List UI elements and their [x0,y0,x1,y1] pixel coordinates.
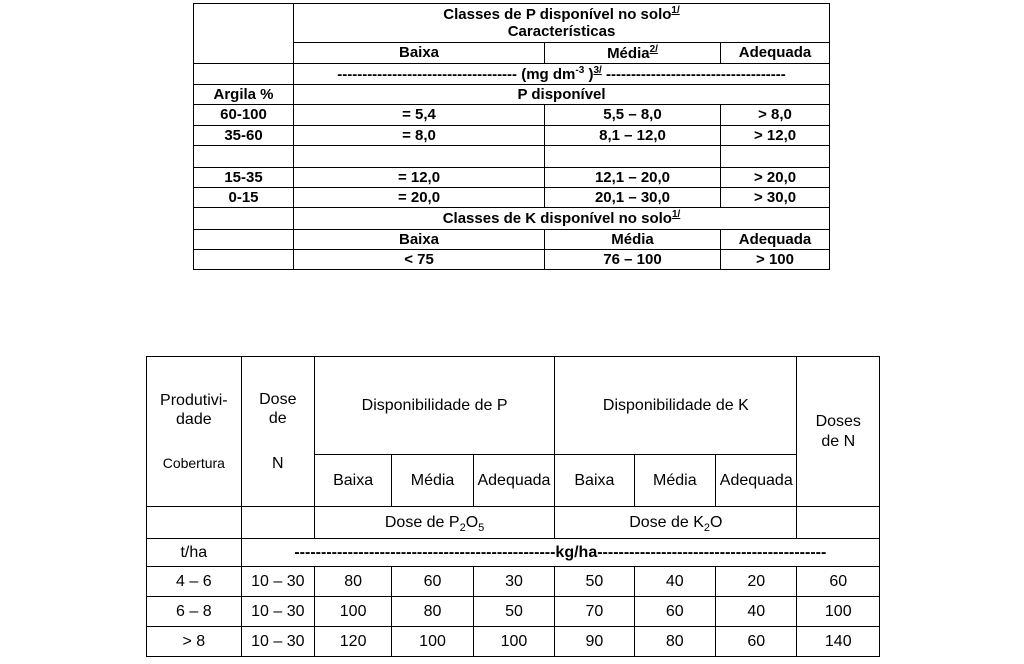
row-p-baixa: 100 [314,597,391,627]
row-dose-n: 10 – 30 [241,627,314,657]
p-adequada-header: Adequada [473,455,554,507]
row-adequada-value: > 30,0 [721,188,830,208]
p-col-media-label: Média [607,44,650,62]
dose-units-blank-3 [797,507,880,539]
p-disponivel-header: P disponível [294,85,830,105]
dose-p2o5-pre: Dose de P [384,513,460,531]
row-produtividade: 4 – 6 [147,567,242,597]
units-cell [294,63,830,84]
argila-header: Argila % [194,85,294,105]
row-k-adequada: 60 [716,627,797,657]
row-p-baixa: 80 [314,567,391,597]
row-argila-value: 15-35 [194,167,294,187]
p-baixa-header: Baixa [314,455,391,507]
doses-n-line1: Doses [815,413,861,431]
disponibilidade-k-header: Disponibilidade de K [555,357,797,455]
row-argila-value: 35-60 [194,125,294,145]
row-adequada-value [721,145,830,167]
p-col-baixa-header: Baixa [294,42,545,63]
cobertura-label: Cobertura [162,455,225,472]
row-media-value: 20,1 – 30,0 [545,188,721,208]
p-col-adequada-header: Adequada [721,42,830,63]
table-row [147,507,880,539]
units-paren: ) [584,65,594,83]
row-k-baixa: 90 [555,627,634,657]
row-p-baixa: 120 [314,627,391,657]
table-row [194,63,830,84]
table-row [194,229,830,249]
row-doses-n: 60 [797,567,880,597]
row-argila-value: 0-15 [194,188,294,208]
table-row [194,167,830,187]
k-values-blank-cell [194,249,294,269]
row-p-adequada: 100 [473,627,554,657]
k-baixa-header: Baixa [555,455,634,507]
row-adequada-value: > 8,0 [721,105,830,125]
table-row [147,357,880,455]
produtividade-header [147,357,242,507]
row-argila-value [194,145,294,167]
p-classes-title: Classes de P disponível no solo [443,6,672,23]
row-produtividade: 6 – 8 [147,597,242,627]
dose-units-blank-2 [241,507,314,539]
dose-k2o-sub1: 2 [703,521,711,534]
nutrient-classes-table [193,3,830,270]
row-baixa-value: = 20,0 [294,188,545,208]
k-adequada-header: Adequada [716,455,797,507]
dose-units-blank-1 [147,507,242,539]
units-exponent: -3 [575,64,585,76]
table-row [147,597,880,627]
row-media-value: 8,1 – 12,0 [545,125,721,145]
row-k-media: 40 [634,567,715,597]
dose-p2o5-cell [314,507,554,539]
row-k-media: 80 [634,627,715,657]
row-media-value: 5,5 – 8,0 [545,105,721,125]
doses-n-line2: de N [821,432,856,450]
k-col-baixa-header: Baixa [294,229,545,249]
dose-p2o5-sub1: 2 [459,521,466,534]
table-row [194,249,830,269]
p-col-media-header [545,42,721,63]
k-classes-title-superscript: 1/ [671,209,681,221]
row-p-media: 80 [392,597,473,627]
table-row [194,125,830,145]
row-baixa-value: = 12,0 [294,167,545,187]
table-row [194,208,830,229]
units-blank-cell [194,63,294,84]
k-col-adequada-header: Adequada [721,229,830,249]
dose-line2: de [268,409,287,427]
p-classes-title-superscript: 1/ [671,5,680,16]
row-doses-n: 140 [797,627,880,657]
row-k-adequada: 20 [716,567,797,597]
p-media-header: Média [392,455,473,507]
row-dose-n: 10 – 30 [241,567,314,597]
kgha-units-row: -------------------------------------------------kg/ha------------------------------------------- [241,539,879,567]
table-row [194,85,830,105]
p-col-media-superscript: 2/ [649,43,658,55]
row-baixa-value: = 8,0 [294,125,545,145]
row-media-value: 12,1 – 20,0 [545,167,721,187]
row-baixa-value [294,145,545,167]
table-row-empty [194,145,830,167]
table-row [194,105,830,125]
row-k-media: 60 [634,597,715,627]
dose-line3: N [272,455,284,473]
units-superscript: 3/ [593,64,602,76]
k-adequada-value: > 100 [721,249,830,269]
dose-p2o5-sub2: 5 [478,521,485,534]
row-k-adequada: 40 [716,597,797,627]
row-argila-value: 60-100 [194,105,294,125]
table-row [147,627,880,657]
p-classes-title-cell [294,4,830,43]
row-dose-n: 10 – 30 [241,597,314,627]
k-classes-title: Classes de K disponível no solo [442,210,672,228]
row-p-adequada: 50 [473,597,554,627]
table-row [194,4,830,43]
doses-de-n-header [797,357,880,507]
k-media-header: Média [634,455,715,507]
dose-p2o5-mid: O [465,513,479,531]
corner-blank-cell [194,4,294,64]
nutrient-classes-table-container [193,3,829,270]
row-k-baixa: 70 [555,597,634,627]
k-title-blank-cell [194,208,294,229]
row-p-adequada: 30 [473,567,554,597]
row-p-media: 60 [392,567,473,597]
fertilizer-doses-table-container [146,356,880,657]
units-dashes-right: ------------------------------------ [601,65,786,83]
k-baixa-value: < 75 [294,249,545,269]
row-adequada-value: > 12,0 [721,125,830,145]
k-classes-title-cell [294,208,830,229]
row-baixa-value: = 5,4 [294,105,545,125]
units-dashes-left: ------------------------------------ (mg dm [337,65,576,83]
row-adequada-value: > 20,0 [721,167,830,187]
disponibilidade-p-header: Disponibilidade de P [314,357,554,455]
produtividade-line1: Produtivi- [160,391,228,409]
dose-line1: Dose [259,390,297,408]
tha-label: t/ha [147,539,242,567]
characteristics-label: Características [507,23,616,41]
table-row [147,567,880,597]
k-col-media-header: Média [545,229,721,249]
row-k-baixa: 50 [555,567,634,597]
table-row [194,188,830,208]
produtividade-line2: dade [176,411,212,429]
row-p-media: 100 [392,627,473,657]
row-produtividade: > 8 [147,627,242,657]
dose-k2o-cell [555,507,797,539]
dose-de-n-header [241,357,314,507]
fertilizer-doses-table [146,356,880,657]
row-doses-n: 100 [797,597,880,627]
dose-k2o-mid: O [710,513,723,531]
row-media-value [545,145,721,167]
k-media-value: 76 – 100 [545,249,721,269]
dose-k2o-pre: Dose de K [629,513,704,531]
table-row [147,539,880,567]
k-header-blank-cell [194,229,294,249]
